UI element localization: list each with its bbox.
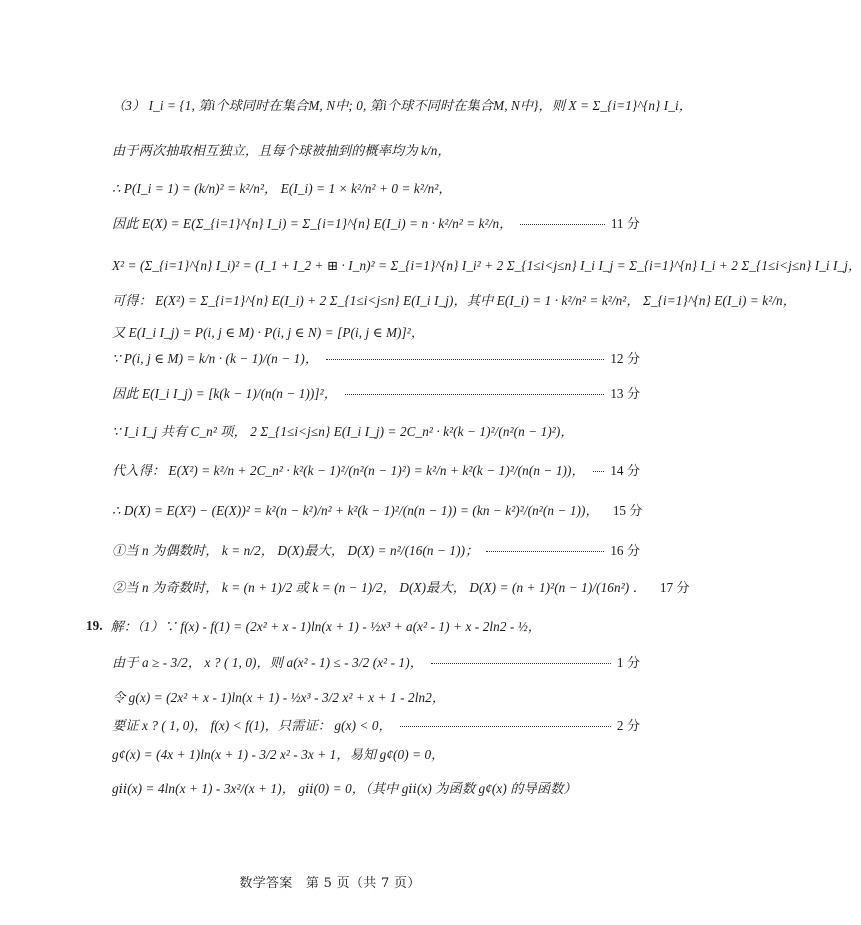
line-7 xyxy=(112,322,640,341)
line-19 xyxy=(112,744,640,763)
page-footer: 数学答案 第 5 页（共 7 页） xyxy=(239,876,421,891)
line-9 xyxy=(112,383,640,402)
dot-leader xyxy=(486,551,604,552)
line-13 xyxy=(112,540,640,559)
line-11 xyxy=(112,460,640,479)
text: 又 E(I_i I_j) = P(i, j ∈ M) · P(i, j ∈ N) = [P(i, j ∈ M)]²， xyxy=(112,325,425,340)
line-6 xyxy=(112,290,797,309)
text: 代入得： E(X²) = k²/n + 2C_n² · k²(k − 1)²/(n²(n − 1)²) = k²/n + k²(k − 1)²/(n(n − 1))， xyxy=(112,463,585,478)
text: 要证 x ? ( 1, 0)， f(x) < f(1)，只需证： g(x) < 0， xyxy=(112,718,392,733)
line-17 xyxy=(112,687,640,706)
dot-leader xyxy=(520,224,604,225)
line-3 xyxy=(112,178,640,197)
text: 因此 E(X) = E(Σ_{i=1}^{n} I_i) = Σ_{i=1}^{n} E(I_i) = n · k²/n² = k²/n， xyxy=(112,216,513,231)
dot-leader xyxy=(326,359,604,360)
text: ∵ I_i I_j 共有 C_n² 项， 2 Σ_{1≤i<j≤n} E(I_i I_j) = 2C_n² · k²(k − 1)²/(n²(n − 1)²)， xyxy=(112,424,574,439)
score-label: 15 分 xyxy=(612,503,643,518)
text: ∵ P(i, j ∈ M) = k/n · (k − 1)/(n − 1)， xyxy=(112,351,319,366)
line-12 xyxy=(112,500,643,519)
line-20 xyxy=(112,778,640,797)
score-label: 13 分 xyxy=(610,386,640,401)
dot-leader xyxy=(400,726,611,727)
text: 可得： E(X²) = Σ_{i=1}^{n} E(I_i) + 2 Σ_{1≤i<j≤n} E(I_i I_j)，其中 E(I_i) = 1 · k²/n² = k²/n²， Σ_{i=1}^{n} E(I_i) = k²/n， xyxy=(112,293,797,308)
text: X² = (Σ_{i=1}^{n} I_i)² = (I_1 + I_2 + ⊞ · I_n)² = Σ_{i=1}^{n} I_i² + 2 Σ_{1≤i<j≤n} I_i I_j = Σ_{i=1}^{n} I_i + 2 Σ_{1≤i<j≤n} I_i I_j， xyxy=(112,258,861,273)
text: 令 g(x) = (2x² + x - 1)ln(x + 1) - ½x³ - 3/2 x² + x + 1 - 2ln2， xyxy=(112,690,446,705)
text: ①当 n 为偶数时， k = n/2， D(X)最大， D(X) = n²/(16(n − 1))； xyxy=(112,543,479,558)
score-label: 12 分 xyxy=(610,351,640,366)
problem-number: 19. xyxy=(86,617,103,633)
text: gⅱ(x) = 4ln(x + 1) - 3x²/(x + 1)， gⅱ(0) = 0，（其中 gⅱ(x) 为函数 g¢(x) 的导函数） xyxy=(112,781,577,796)
line-14 xyxy=(112,577,690,596)
score-label: 16 分 xyxy=(610,543,640,558)
line-1 xyxy=(112,95,693,114)
dot-leader xyxy=(593,471,605,472)
dot-leader xyxy=(431,663,611,664)
text: ②当 n 为奇数时， k = (n + 1)/2 或 k = (n − 1)/2， D(X)最大， D(X) = (n + 1)²(n − 1)/(16n²) ． xyxy=(112,580,646,595)
score-label: 2 分 xyxy=(616,718,640,733)
text: 由于两次抽取相互独立，且每个球被抽到的概率均为 k/n， xyxy=(112,143,451,158)
line-5 xyxy=(112,255,861,274)
text: 由于 a ≥ - 3/2， x ? ( 1, 0)，则 a(x² - 1) ≤ - 3/2 (x² - 1)， xyxy=(112,655,423,670)
score-label: 14 分 xyxy=(610,463,640,478)
text: g¢(x) = (4x + 1)ln(x + 1) - 3/2 x² - 3x + 1，易知 g¢(0) = 0， xyxy=(112,747,445,762)
line-16 xyxy=(112,652,640,671)
text: ∴ P(I_i = 1) = (k/n)² = k²/n²， E(I_i) = 1 × k²/n² + 0 = k²/n²， xyxy=(112,181,452,196)
score-label: 11 分 xyxy=(610,216,640,231)
line-15 xyxy=(86,616,640,635)
line-4 xyxy=(112,213,640,232)
text: ∴ D(X) = E(X²) − (E(X))² = k²(n − k²)/n² + k²(k − 1)²/(n(n − 1)) = (kn − k²)²/(n²(n − 1))， xyxy=(112,503,599,518)
line-10 xyxy=(112,421,640,440)
line-18 xyxy=(112,715,640,734)
score-label: 1 分 xyxy=(616,655,640,670)
line-2 xyxy=(112,140,640,159)
text: （3） I_i = {1, 第i个球同时在集合M, N中; 0, 第i个球不同时在集合M, N中}，则 X = Σ_{i=1}^{n} I_i， xyxy=(112,98,693,113)
line-8 xyxy=(112,348,640,367)
text: 解：（1）∵ f(x) - f(1) = (2x² + x - 1)ln(x + 1) - ½x³ + a(x² - 1) + x - 2ln2 - ½， xyxy=(110,619,542,634)
text: 因此 E(I_i I_j) = [k(k − 1)/(n(n − 1))]²， xyxy=(112,386,337,401)
score-label: 17 分 xyxy=(659,580,690,595)
dot-leader xyxy=(345,394,604,395)
